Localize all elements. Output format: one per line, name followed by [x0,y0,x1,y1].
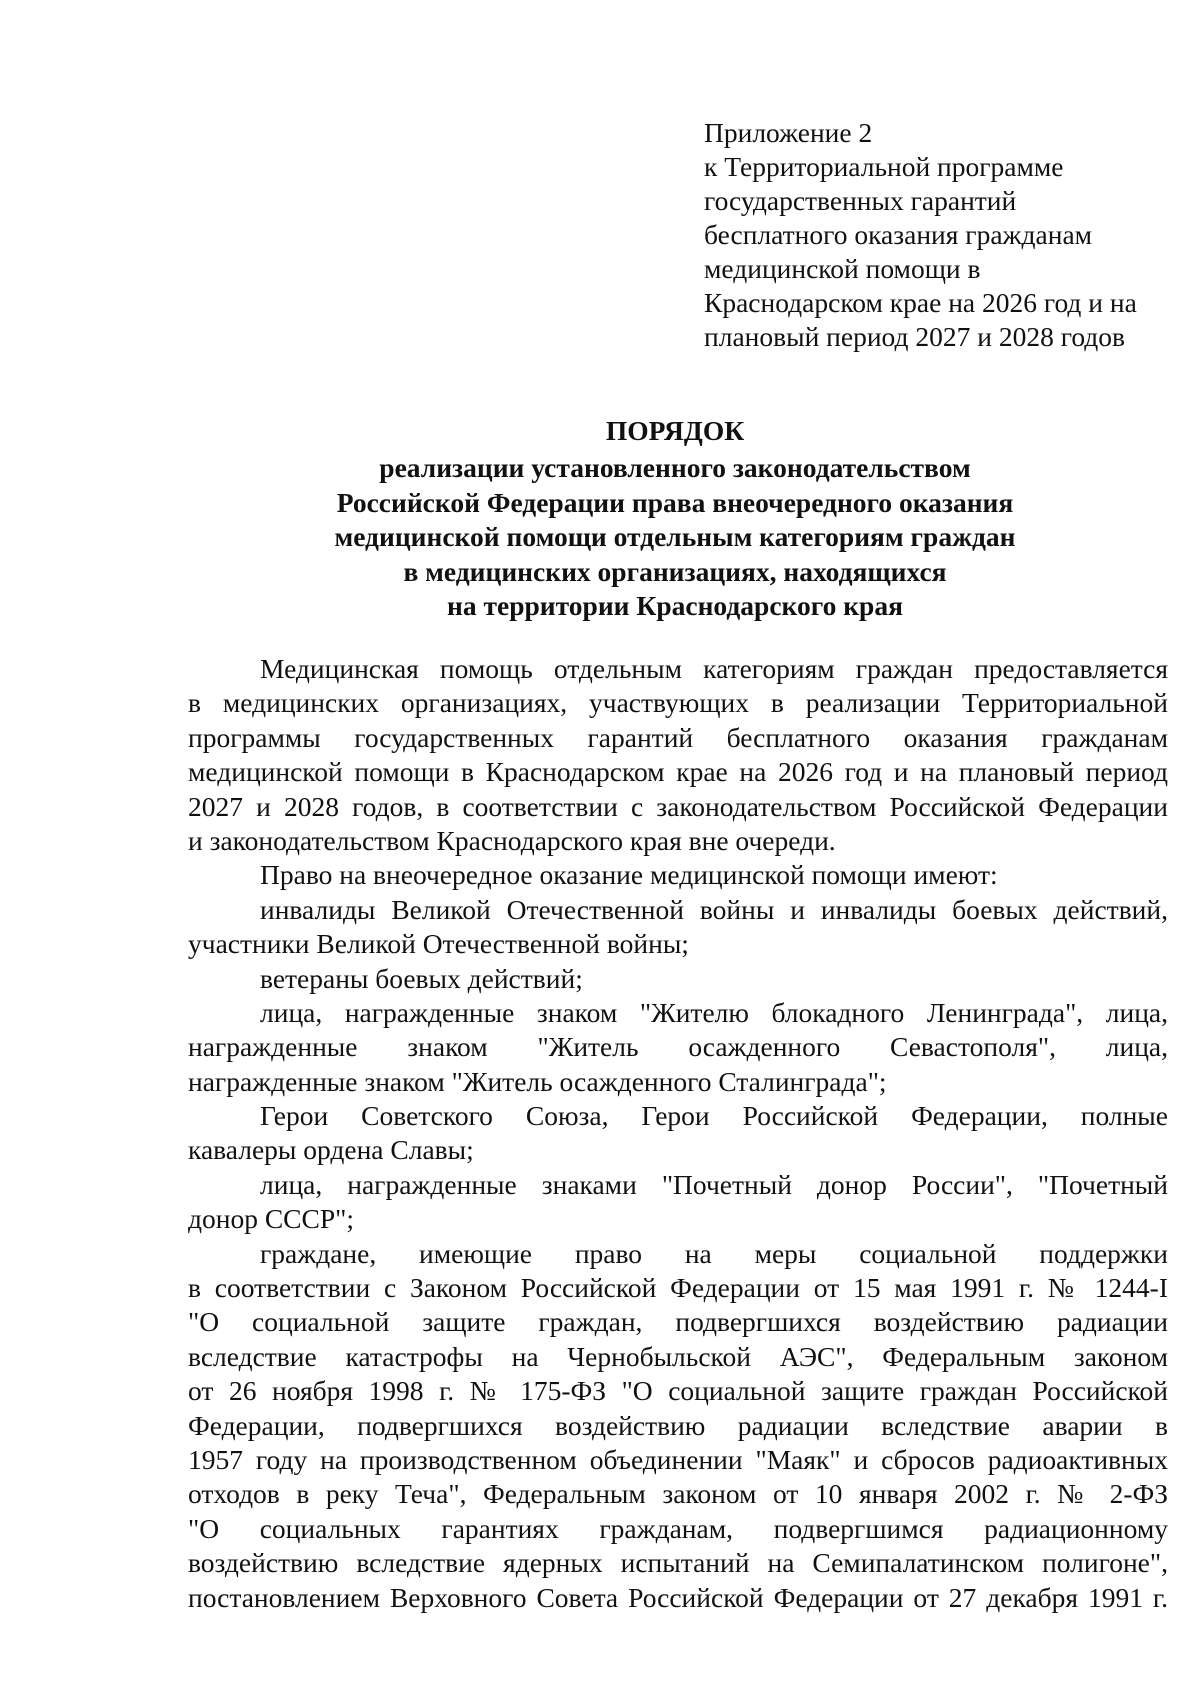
body-line: граждане, имеющие право на меры социальной поддержки [260,1237,1168,1269]
appendix-line: медицинской помощи в [704,253,981,284]
appendix-line: государственных гарантий [704,185,1017,216]
body-line: 1957 году на производственном объединении "Маяк" и сбросов радиоактивных [188,1443,1168,1475]
document-title: ПОРЯДОК [605,415,745,446]
appendix-header [704,116,1174,354]
body-line: донор СССР"; [188,1203,355,1235]
body-line: вследствие катастрофы на Чернобыльской АЭС", Федеральным законом [188,1340,1168,1372]
appendix-line: к Территориальной программе [704,151,1064,182]
appendix-line: бесплатного оказания гражданам [704,219,1093,250]
document-subtitle [0,451,1200,624]
body-line: участники Великой Отечественной войны; [188,928,689,960]
subtitle-line: в медицинских организациях, находящихся [403,555,947,587]
document-body [188,652,1168,1615]
body-line: Медицинская помощь отдельным категориям граждан предоставляется [260,653,1168,684]
body-line: лица, награжденные знаками "Почетный донор России", "Почетный [260,1168,1168,1200]
body-line: постановлением Верховного Совета Российской Федерации от 27 декабря 1991 г. [188,1581,1168,1613]
subtitle-line: реализации установленного законодательством [379,452,971,483]
body-line: ветераны боевых действий; [260,962,583,994]
body-line: воздействию вследствие ядерных испытаний на Семипалатинском полигоне", [188,1547,1168,1579]
body-line: от 26 ноября 1998 г. № 175-ФЗ "О социальной защите граждан Российской [188,1375,1168,1407]
body-line: награжденные знаком "Житель осажденного Севастополя", лица, [188,1031,1168,1063]
body-line: "О социальной защите граждан, подвергшихся воздействию радиации [188,1306,1168,1338]
body-line: отходов в реку Теча", Федеральным законом от 10 января 2002 г. № 2-ФЗ [188,1478,1168,1510]
body-line: медицинской помощи в Краснодарском крае на 2026 год и на плановый период [188,756,1168,788]
body-line: лица, награжденные знаком "Жителю блокадного Ленинграда", лица, [260,996,1168,1028]
body-line: и законодательством Краснодарского края вне очереди. [188,824,836,856]
body-line: Герои Советского Союза, Герои Российской Федерации, полные [260,1100,1168,1132]
body-line: кавалеры ордена Славы; [188,1134,474,1166]
subtitle-line: на территории Краснодарского края [447,590,903,621]
body-line: 2027 и 2028 годов, в соответствии с законодательством Российской Федерации [188,790,1168,822]
body-line: "О социальных гарантиях гражданам, подвергшимся радиационному [188,1512,1168,1544]
body-line: Право на внеочередное оказание медицинской помощи имеют: [260,859,998,891]
body-line: инвалиды Великой Отечественной войны и инвалиды боевых действий, [260,893,1168,925]
appendix-line: Краснодарском крае на 2026 год и на [704,287,1137,318]
appendix-line: Приложение 2 [704,117,873,148]
body-line: награжденные знаком "Житель осажденного Сталинграда"; [188,1065,887,1097]
subtitle-line: Российской Федерации права внеочередного оказания [336,486,1014,518]
body-line: в соответствии с Законом Российской Федерации от 15 мая 1991 г. № 1244-I [188,1272,1168,1304]
body-line: программы государственных гарантий бесплатного оказания гражданам [188,721,1168,753]
body-line: Федерации, подвергшихся воздействию радиации вследствие аварии в [188,1409,1168,1441]
appendix-line: плановый период 2027 и 2028 годов [704,321,1125,352]
body-line: в медицинских организациях, участвующих в реализации Территориальной [188,687,1168,719]
subtitle-line: медицинской помощи отдельным категориям граждан [334,521,1016,552]
